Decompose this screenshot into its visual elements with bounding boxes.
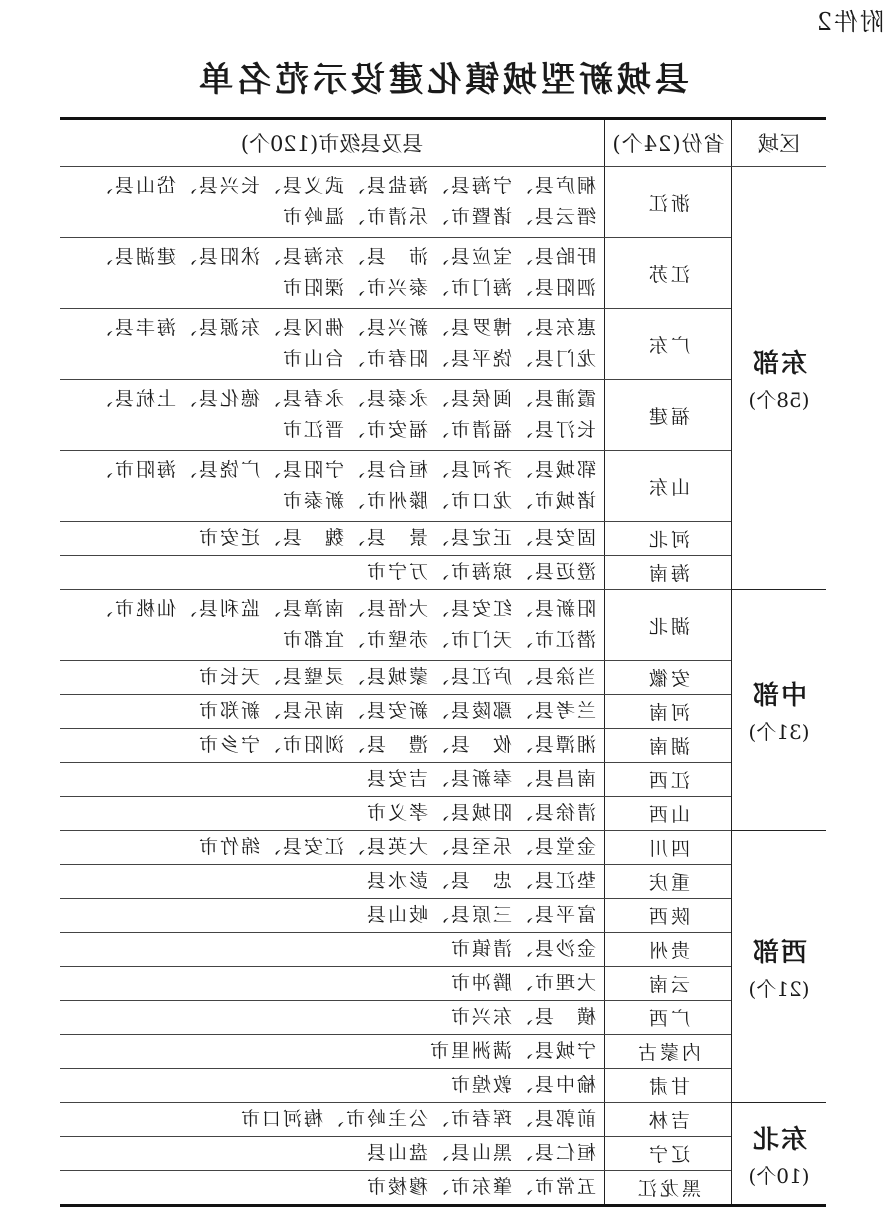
- table-row: [60, 556, 826, 590]
- province-cell: 山西: [605, 797, 732, 831]
- county-list-line: 榆中县、敦煌市: [448, 1074, 596, 1096]
- county-list-line: 霞浦县、闽侯县、永泰县、永春县、德化县、上杭县、: [91, 388, 596, 410]
- table-row: [60, 1171, 826, 1206]
- province-cell: 黑龙江: [605, 1171, 732, 1206]
- counties-cell: [60, 763, 605, 797]
- counties-cell: [60, 1103, 605, 1137]
- region-cell: [732, 590, 827, 831]
- table-row: [60, 695, 826, 729]
- province-cell: 河北: [605, 522, 732, 556]
- county-list-line: 澄迈县、琼海市、万宁市: [364, 561, 596, 583]
- county-list-line: 郓城县、齐河县、桓台县、宁阳县、广饶县、海阳市、: [91, 459, 596, 481]
- table-row: [60, 831, 826, 865]
- province-cell: 安徽: [605, 661, 732, 695]
- province-cell: 贵州: [605, 933, 732, 967]
- county-list-line: 南昌县、奉新县、吉安县: [364, 768, 596, 790]
- county-list-line: 清徐县、阳城县、孝义市: [364, 802, 596, 824]
- county-list-line: 五常市、肇东市、穆棱市: [364, 1176, 596, 1198]
- table-row: [60, 309, 826, 380]
- province-cell: 江西: [605, 763, 732, 797]
- counties-cell: [60, 1171, 605, 1206]
- county-list-line: 宁城县、满洲里市: [427, 1040, 596, 1062]
- region-name: 东部: [751, 349, 808, 379]
- counties-cell: [60, 309, 605, 380]
- counties-cell: [60, 238, 605, 309]
- counties-cell: [60, 865, 605, 899]
- region-name: 西部: [751, 937, 808, 968]
- table-row: [60, 380, 826, 451]
- table-row: [60, 899, 826, 933]
- region-name: 中部: [751, 681, 808, 711]
- table-row: [60, 522, 826, 556]
- county-list-line: 金堂县、乐至县、大英县、江安县、绵竹市: [196, 836, 596, 858]
- county-list-line: 桓仁县、黑山县、盘山县: [364, 1142, 596, 1164]
- table-row: [60, 933, 826, 967]
- counties-cell: [60, 899, 605, 933]
- counties-cell: [60, 451, 605, 522]
- counties-cell: [60, 661, 605, 695]
- table-row: [60, 865, 826, 899]
- province-cell: 海南: [605, 556, 732, 590]
- county-list-line: 缙云县、诸暨市、乐清市、温岭市: [280, 206, 596, 228]
- table-header-row: [60, 119, 826, 167]
- attachment-label: 附件2: [814, 8, 884, 36]
- province-cell: 广东: [605, 309, 732, 380]
- province-cell: 吉林: [605, 1103, 732, 1137]
- county-list-line: 惠东县、博罗县、新兴县、佛冈县、东源县、海丰县、: [91, 317, 596, 339]
- county-list-line: 诸城市、龙口市、滕州市、新泰市: [280, 490, 596, 512]
- counties-cell: [60, 933, 605, 967]
- province-cell: 湖南: [605, 729, 732, 763]
- table-row: [60, 1103, 826, 1137]
- county-list-line: 大理市、腾冲市: [448, 972, 596, 994]
- region-cell: [732, 831, 827, 1103]
- county-list-line: 固安县、正定县、景 县、魏 县、迁安市: [196, 527, 596, 549]
- document-title: 县城新型城镇化建设示范名单: [195, 60, 689, 100]
- table-row: [60, 661, 826, 695]
- table-row: [60, 797, 826, 831]
- province-cell: 河南: [605, 695, 732, 729]
- region-cell: [732, 167, 827, 590]
- province-cell: 重庆: [605, 865, 732, 899]
- county-list-line: 当涂县、庐江县、蒙城县、灵璧县、天长市: [196, 666, 596, 688]
- counties-cell: [60, 556, 605, 590]
- table-row: [60, 1001, 826, 1035]
- table-row: [60, 590, 826, 661]
- province-cell: 福建: [605, 380, 732, 451]
- table-row: [60, 763, 826, 797]
- table-row: [60, 451, 826, 522]
- county-list-line: 长汀县、福清市、福安市、晋江市: [280, 419, 596, 441]
- counties-cell: [60, 1035, 605, 1069]
- region-count: (31个): [748, 720, 810, 744]
- county-list-line: 泗阳县、海门市、泰兴市、溧阳市: [280, 277, 596, 299]
- province-cell: 山东: [605, 451, 732, 522]
- province-cell: 内蒙古: [605, 1035, 732, 1069]
- table-row: [60, 1069, 826, 1103]
- counties-cell: [60, 1001, 605, 1035]
- county-list-line: 桐庐县、宁海县、海盐县、武义县、长兴县、岱山县、: [91, 175, 596, 197]
- counties-cell: [60, 380, 605, 451]
- province-cell: 江苏: [605, 238, 732, 309]
- counties-cell: [60, 1137, 605, 1171]
- county-list-line: 兰考县、鄢陵县、新安县、南乐县、新郑市: [196, 700, 596, 722]
- province-cell: 云南: [605, 967, 732, 1001]
- counties-cell: [60, 590, 605, 661]
- table-row: [60, 1035, 826, 1069]
- province-cell: 辽宁: [605, 1137, 732, 1171]
- county-list-line: 龙门县、饶平县、阳春市、台山市: [280, 348, 596, 370]
- county-list-line: 金沙县、清镇市: [448, 938, 596, 960]
- counties-cell: [60, 729, 605, 763]
- region-name: 东北: [751, 1124, 808, 1155]
- region-count: (10个): [748, 1163, 810, 1188]
- table-row: [60, 167, 826, 238]
- province-cell: 甘肃: [605, 1069, 732, 1103]
- region-count: (58个): [748, 388, 810, 412]
- counties-cell: [60, 167, 605, 238]
- province-cell: 湖北: [605, 590, 732, 661]
- counties-cell: [60, 797, 605, 831]
- province-cell: 浙江: [605, 167, 732, 238]
- counties-cell: [60, 522, 605, 556]
- county-list-line: 前郭县、珲春市、公主岭市、梅河口市: [238, 1108, 596, 1130]
- counties-cell: [60, 831, 605, 865]
- county-list-line: 湘潭县、攸 县、澧 县、浏阳市、宁乡市: [196, 734, 596, 756]
- county-list-line: 盱眙县、宝应县、沛 县、东海县、沭阳县、建湖县、: [91, 246, 596, 268]
- county-list-line: 横 县、东兴市: [448, 1006, 596, 1028]
- counties-cell: [60, 695, 605, 729]
- table-row: [60, 967, 826, 1001]
- header-counties: 县及县级市(120个): [60, 119, 605, 167]
- county-list-line: 阳新县、红安县、大悟县、南漳县、监利县、仙桃市、: [91, 598, 596, 620]
- header-region: 区域: [732, 119, 827, 167]
- header-province: 省份(24个): [605, 119, 732, 167]
- province-cell: 四川: [605, 831, 732, 865]
- counties-cell: [60, 967, 605, 1001]
- province-cell: 陕西: [605, 899, 732, 933]
- region-count: (21个): [748, 976, 810, 1001]
- county-list-line: 潜江市、天门市、赤壁市、宜都市: [280, 629, 596, 651]
- region-cell: [732, 1103, 827, 1206]
- county-list-line: 垫江县、忠 县、彭水县: [364, 870, 596, 892]
- table-row: [60, 1137, 826, 1171]
- county-list-line: 富平县、三原县、岐山县: [364, 904, 596, 926]
- table-row: [60, 238, 826, 309]
- counties-cell: [60, 1069, 605, 1103]
- table-body: [60, 167, 826, 1206]
- demonstration-list-table: [60, 117, 826, 1207]
- table-row: [60, 729, 826, 763]
- province-cell: 广西: [605, 1001, 732, 1035]
